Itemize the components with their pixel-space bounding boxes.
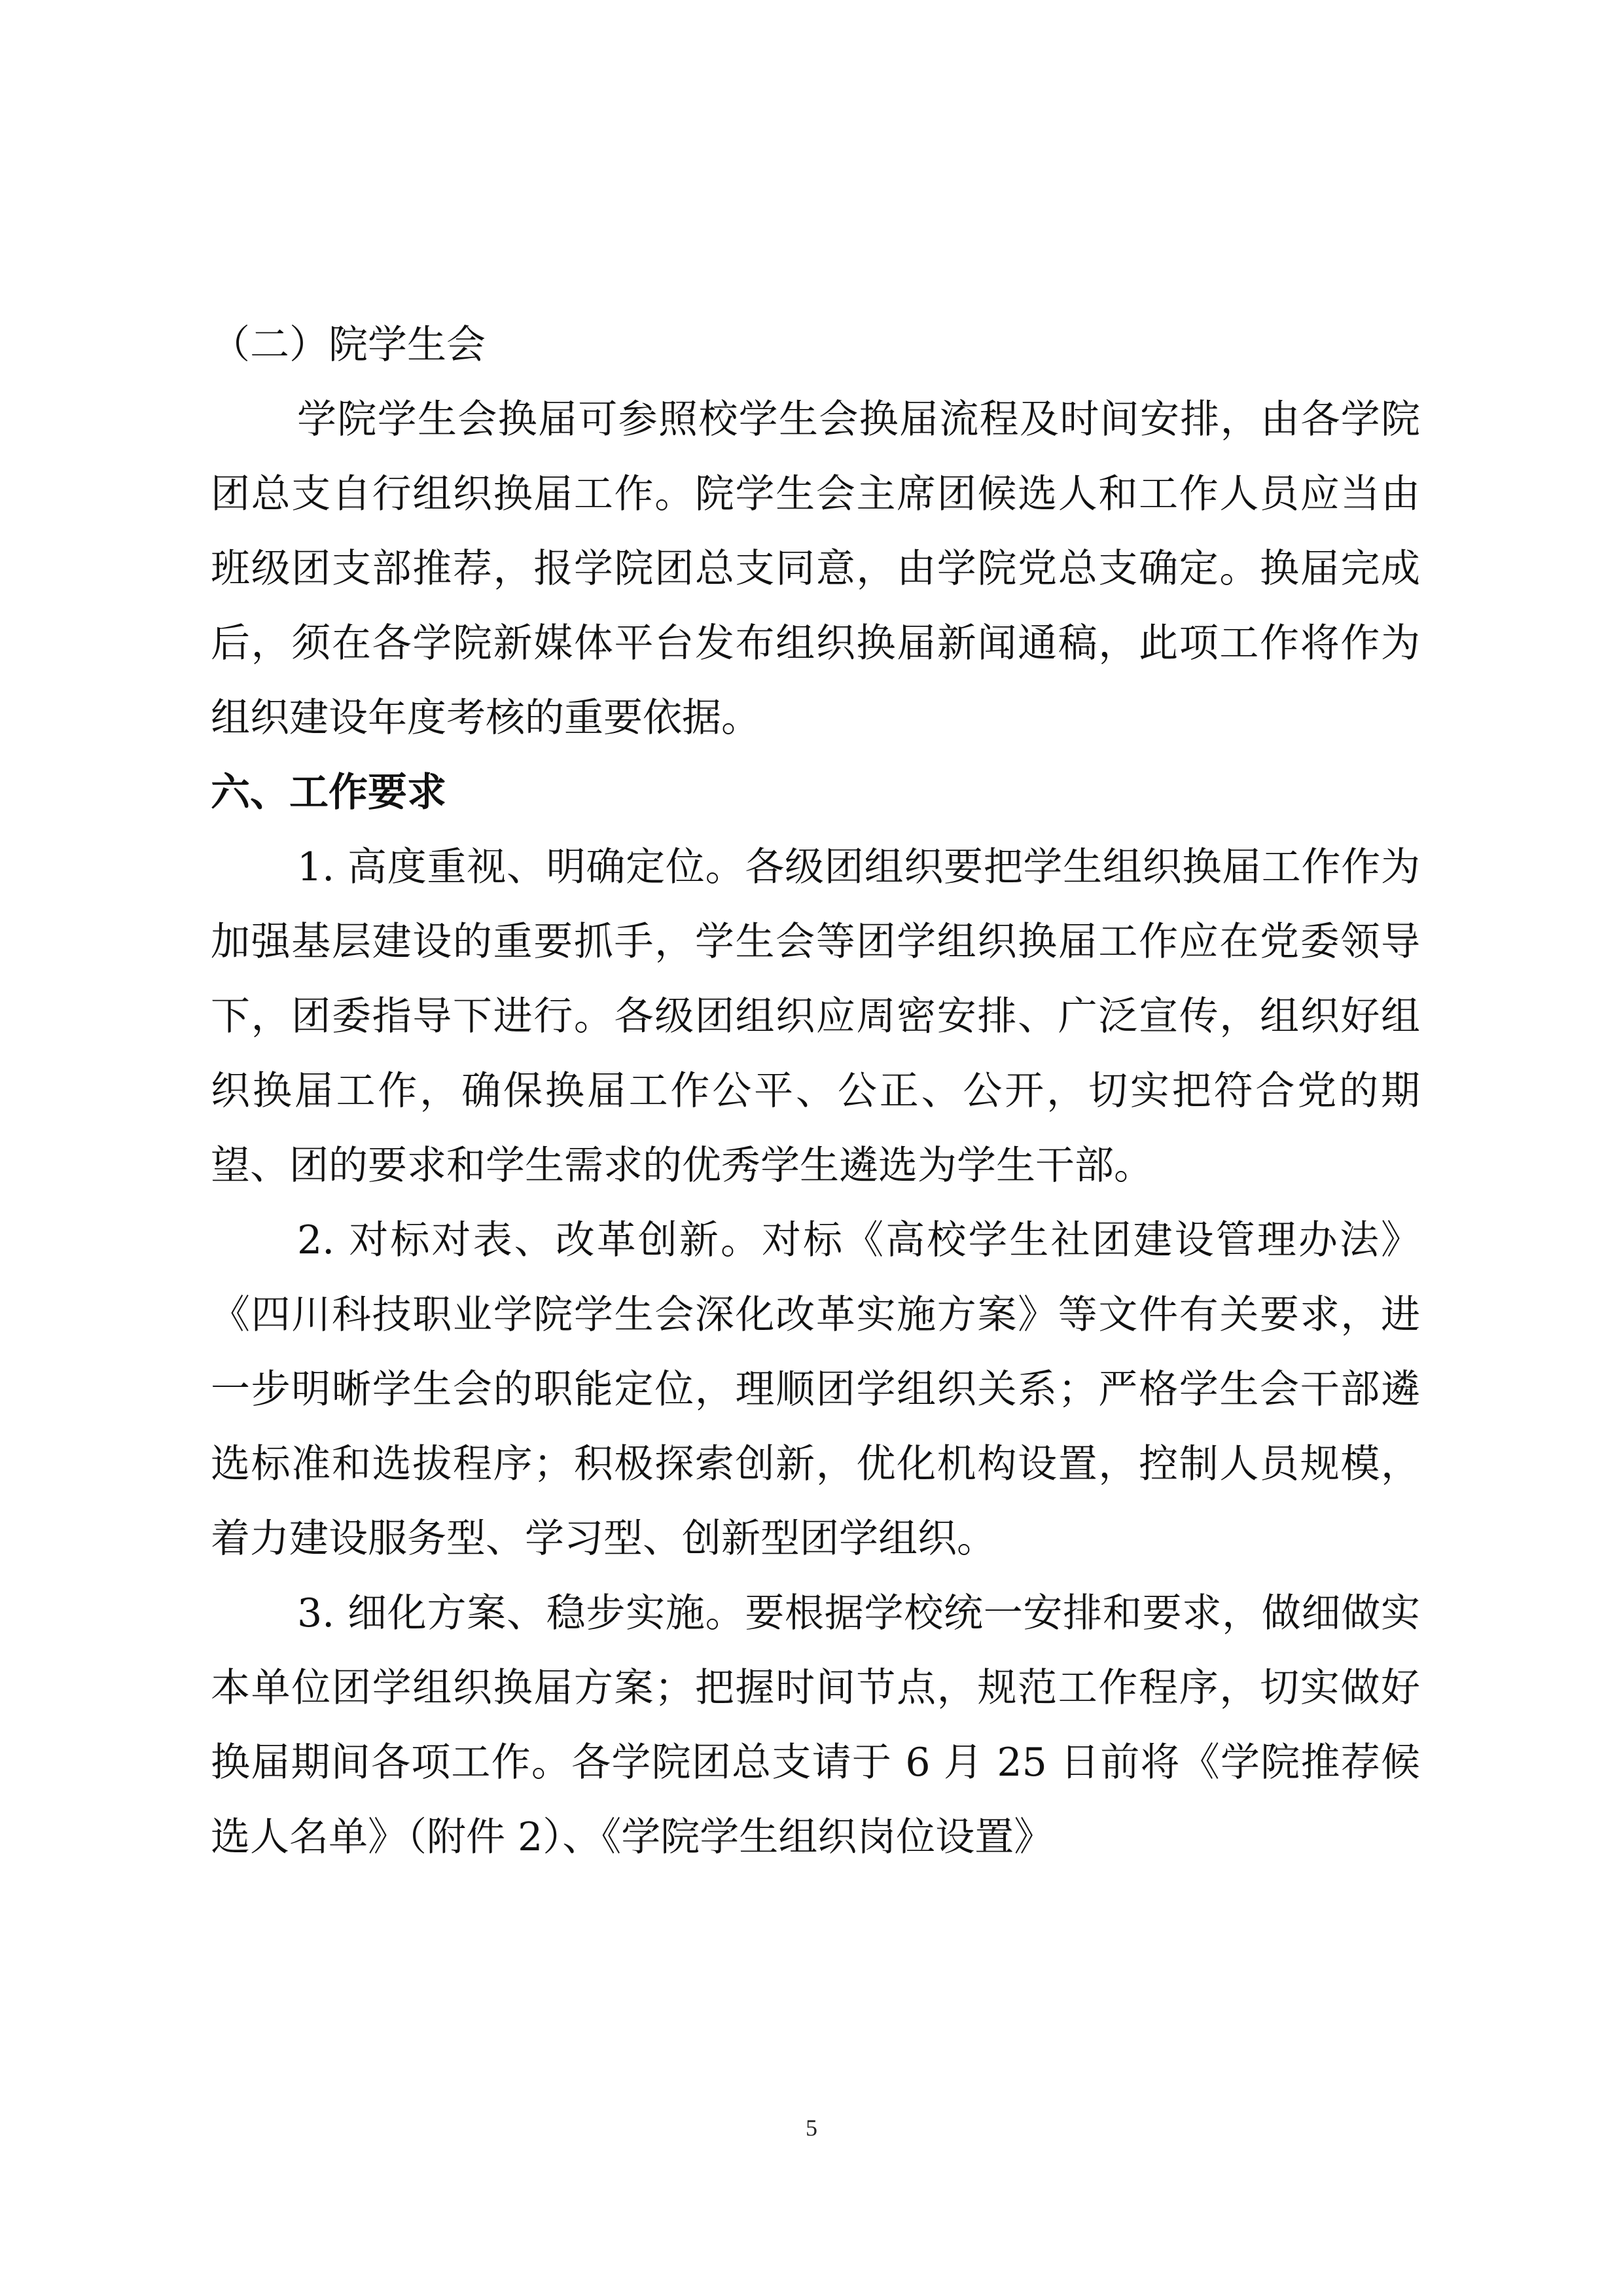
document-body — [211, 308, 1420, 1874]
requirement-item-1: 1. 高度重视、明确定位。各级团组织要把学生组织换届工作作为加强基层建设的重要抓手，学生会等团学组织换届工作应在党委领导下，团委指导下进行。各级团组织应周密安排、广泛宣传，组织好组织换届工作，确保换届工作公平、公正、公开，切实把符合党的期望、团的要求和学生需求的优秀学生遴选为学生干部。 — [211, 844, 1420, 1189]
page-number: 5 — [806, 2115, 817, 2141]
requirement-item-3: 3. 细化方案、稳步实施。要根据学校统一安排和要求，做细做实本单位团学组织换届方案；把握时间节点，规范工作程序，切实做好换届期间各项工作。各学院团总支请于 6 月 25 日前将《学院推荐候选人名单》（附件 2）、《学院学生组织岗位设置》 — [211, 1590, 1420, 1860]
section-sub-heading: （二）院学生会 — [211, 322, 486, 368]
paragraph-student-union: 学院学生会换届可参照校学生会换届流程及时间安排，由各学院团总支自行组织换届工作。院学生会主席团候选人和工作人员应当由班级团支部推荐，报学院团总支同意，由学院党总支确定。换届完成后，须在各学院新媒体平台发布组织换届新闻通稿，此项工作将作为组织建设年度考核的重要依据。 — [211, 397, 1420, 741]
section-heading: 六、工作要求 — [211, 770, 446, 816]
requirement-item-2: 2. 对标对表、改革创新。对标《高校学生社团建设管理办法》《四川科技职业学院学生会深化改革实施方案》等文件有关要求，进一步明晰学生会的职能定位，理顺团学组织关系；严格学生会干部遴选标准和选拔程序；积极探索创新，优化机构设置，控制人员规模，着力建设服务型、学习型、创新型团学组织。 — [211, 1217, 1420, 1562]
